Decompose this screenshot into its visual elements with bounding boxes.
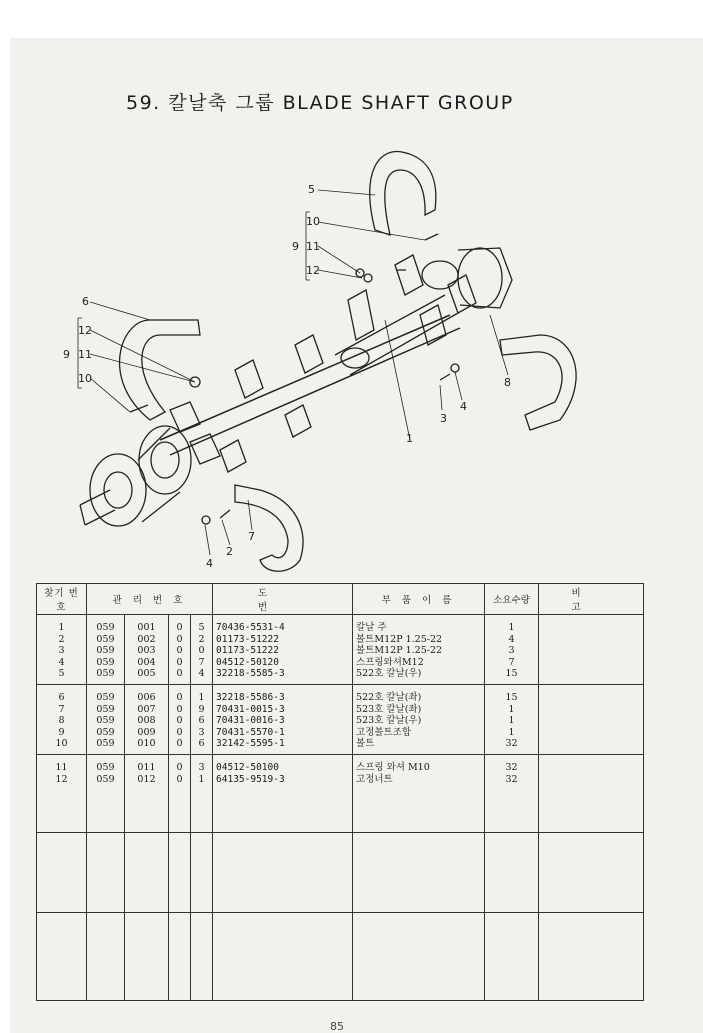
- qty-col: 1 4 3 7 15: [485, 615, 539, 685]
- qty-col: 32 32: [485, 754, 539, 832]
- mgmt-col-2: 001 002 003 004 005: [125, 615, 169, 685]
- remarks-col: [539, 684, 644, 754]
- ref-col: 6 7 8 9 10: [37, 684, 87, 754]
- callout-11b: 11: [78, 348, 92, 361]
- qty-col: 15 1 1 1 32: [485, 684, 539, 754]
- name-col: 522호 칼날(좌) 523호 칼날(좌) 523호 칼날(우) 고정볼트조합 볼트: [353, 684, 485, 754]
- page-number: 85: [330, 1020, 344, 1033]
- mgmt-col-4: 3 1: [191, 754, 213, 832]
- mgmt-col-4: 1 9 6 3 6: [191, 684, 213, 754]
- callout-12: 12: [306, 264, 320, 277]
- callout-4b: 4: [206, 557, 213, 570]
- callout-9b: 9: [63, 348, 70, 361]
- callout-5: 5: [308, 183, 315, 196]
- mgmt-col-3: 0 0: [169, 754, 191, 832]
- header-drawing-no: 도 번: [213, 584, 353, 615]
- mgmt-col-3: 0 0 0 0 0: [169, 684, 191, 754]
- parts-table: [36, 583, 644, 1001]
- mgmt-col-1: 059 059: [87, 754, 125, 832]
- page-title: 59. 칼날축 그룹 BLADE SHAFT GROUP: [126, 92, 514, 114]
- callout-7: 7: [248, 530, 255, 543]
- mgmt-col-2: 006 007 008 009 010: [125, 684, 169, 754]
- callout-1: 1: [406, 432, 413, 445]
- header-remarks: 비 고: [539, 584, 644, 615]
- remarks-col: [539, 754, 644, 832]
- diagram-svg: [30, 130, 650, 580]
- header-mgmt-no: 관 리 번 호: [87, 584, 213, 615]
- mgmt-col-1: 059 059 059 059 059: [87, 615, 125, 685]
- header-qty: 소요수량: [485, 584, 539, 615]
- name-col: 스프링 와셔 M10 고정너트: [353, 754, 485, 832]
- drawing-col: 32218-5586-3 70431-0015-3 70431-0016-3 70431-5570-1 32142-5595-1: [213, 684, 353, 754]
- mgmt-col-1: 059 059 059 059 059: [87, 684, 125, 754]
- callout-6: 6: [82, 295, 89, 308]
- callout-10: 10: [306, 215, 320, 228]
- callout-8: 8: [504, 376, 511, 389]
- remarks-col: [539, 615, 644, 685]
- mgmt-col-2: 011 012: [125, 754, 169, 832]
- table-row-group-3: [37, 754, 644, 832]
- drawing-col: 04512-50100 64135-9519-3: [213, 754, 353, 832]
- callout-12b: 12: [78, 324, 92, 337]
- table-row-group-1: [37, 615, 644, 685]
- callout-9: 9: [292, 240, 299, 253]
- callout-3: 3: [440, 412, 447, 425]
- exploded-parts-diagram: [30, 130, 650, 580]
- mgmt-col-4: 5 2 0 7 4: [191, 615, 213, 685]
- header-part-name: 부 품 이 름: [353, 584, 485, 615]
- ref-col: 1 2 3 4 5: [37, 615, 87, 685]
- drawing-col: 70436-5531-4 01173-51222 01173-51222 04512-50120 32218-5585-3: [213, 615, 353, 685]
- callout-11: 11: [306, 240, 320, 253]
- header-ref-no: 찾기 번호: [37, 584, 87, 615]
- table-row-empty: [37, 912, 644, 1000]
- callout-10b: 10: [78, 372, 92, 385]
- name-col: 칼날 주 볼트M12P 1.25-22 볼트M12P 1.25-22 스프링와셔M12 522호 칼날(우): [353, 615, 485, 685]
- table-header-row: [37, 584, 644, 615]
- callout-4: 4: [460, 400, 467, 413]
- mgmt-col-3: 0 0 0 0 0: [169, 615, 191, 685]
- callout-2: 2: [226, 545, 233, 558]
- table-row-group-2: [37, 684, 644, 754]
- table-row-empty: [37, 832, 644, 912]
- ref-col: 11 12: [37, 754, 87, 832]
